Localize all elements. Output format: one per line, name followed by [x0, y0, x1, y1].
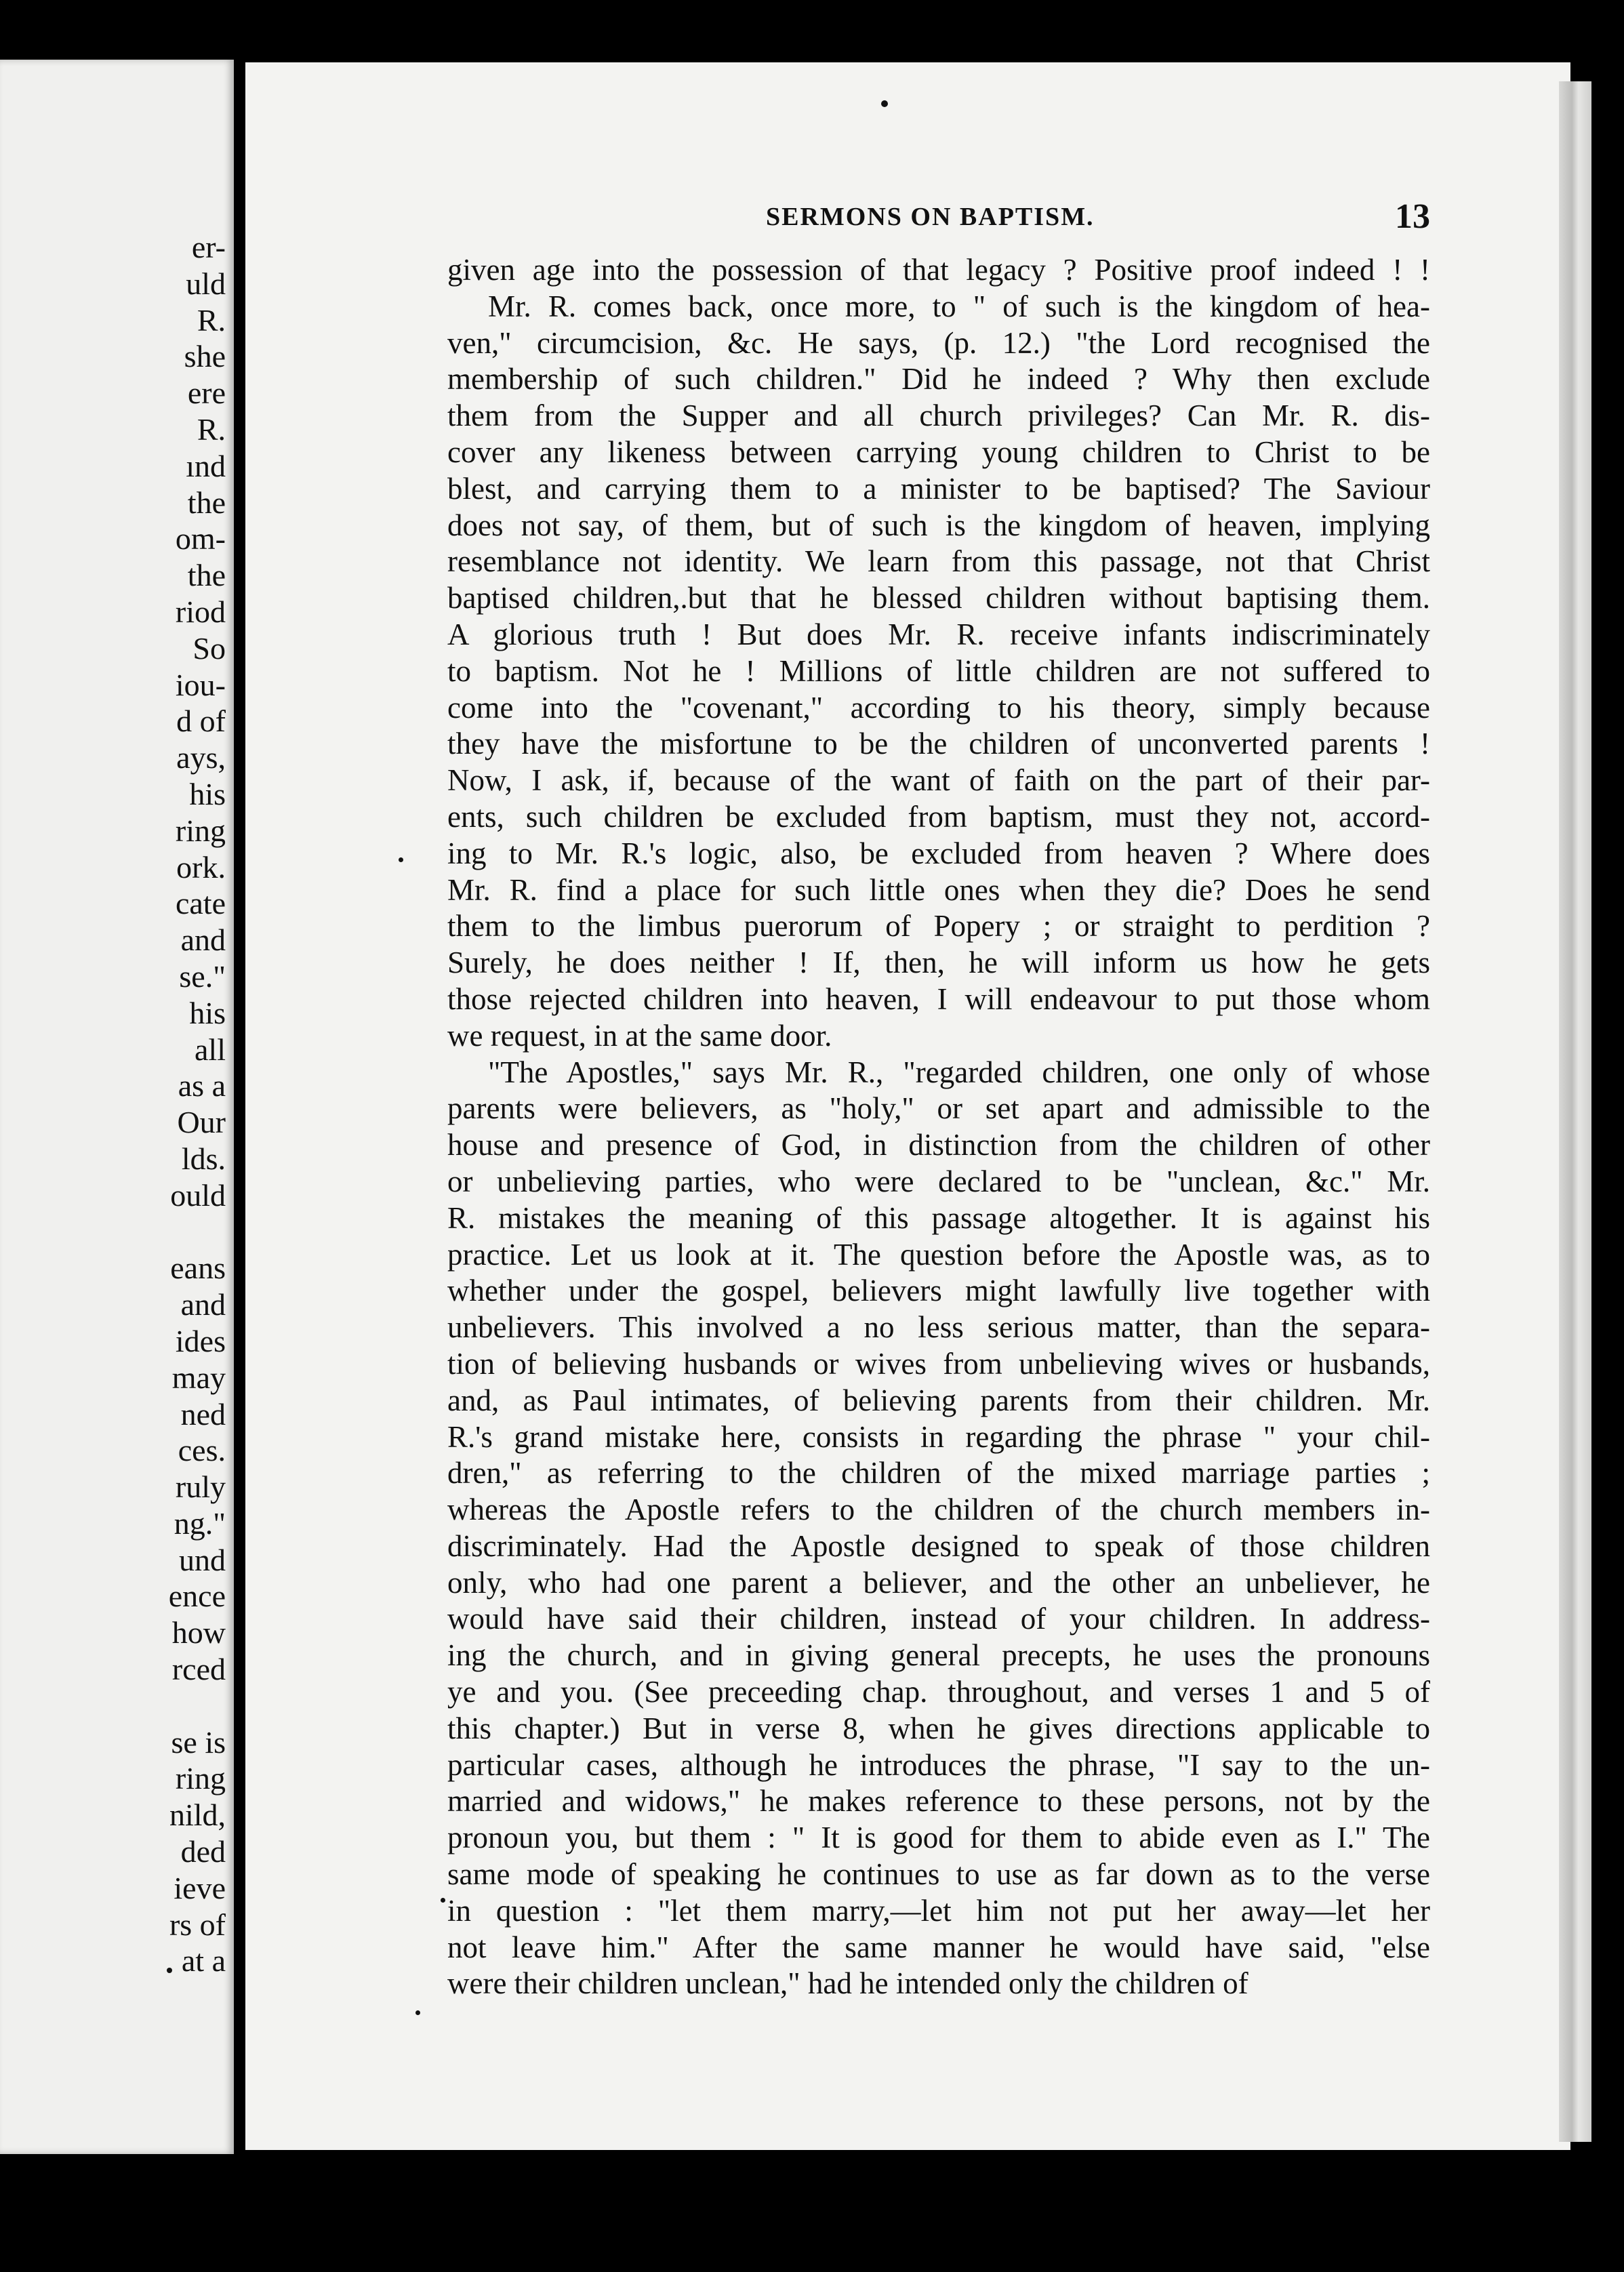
- facing-page-fragment: how: [171, 1615, 226, 1650]
- text-line: ing to Mr. R.'s logic, also, be excluded from heaven ? Where does: [447, 836, 1430, 870]
- facing-page-text: [169, 229, 226, 1979]
- text-line: R.'s grand mistake here, consists in regarding the phrase " your chil-: [447, 1419, 1430, 1454]
- text-line: come into the "covenant," according to his theory, simply because: [447, 690, 1430, 725]
- facing-page-fragment: ays,: [176, 740, 226, 775]
- facing-page-fragment: all: [195, 1032, 226, 1067]
- text-line: whereas the Apostle refers to the children of the church members in-: [447, 1493, 1430, 1527]
- text-line: this chapter.) But in verse 8, when he gives directions applicable to: [447, 1711, 1430, 1745]
- facing-page-fragment: ring: [175, 813, 226, 848]
- facing-page-fragment: R.: [197, 411, 226, 447]
- text-line: ye and you. (See preceeding chap. throughout, and verses 1 and 5 of: [447, 1675, 1430, 1709]
- text-line: practice. Let us look at it. The question before the Apostle was, as to: [447, 1237, 1430, 1272]
- facing-page-fragment: ieve: [174, 1870, 226, 1905]
- facing-page-fragment: at a: [181, 1943, 226, 1979]
- facing-page-fragment: ere: [187, 376, 226, 411]
- text-line: to baptism. Not he ! Millions of little children are not suffered to: [447, 653, 1430, 688]
- text-line: house and presence of God, in distinction from the children of other: [447, 1128, 1430, 1162]
- text-line: particular cases, although he introduces the phrase, "I say to the un-: [447, 1747, 1430, 1782]
- text-line: resemblance not identity. We learn from this passage, not that Christ: [447, 544, 1430, 579]
- facing-page-fragment: ides: [175, 1323, 226, 1358]
- facing-page-fragment: his: [189, 995, 226, 1030]
- facing-page-fragment: se.": [179, 958, 226, 994]
- text-line: discriminately. Had the Apostle designed to speak of those children: [447, 1528, 1430, 1563]
- facing-page-fragment: and: [180, 1287, 226, 1322]
- ink-speck: [399, 857, 403, 862]
- facing-page-fragment: nild,: [169, 1798, 226, 1833]
- facing-page-fragment: ınd: [186, 448, 226, 483]
- facing-page-fragment: ded: [180, 1834, 226, 1869]
- text-line: dren," as referring to the children of the mixed marriage parties ;: [447, 1456, 1430, 1490]
- text-line: married and widows," he makes reference to these persons, not by the: [447, 1784, 1430, 1819]
- text-line: ven," circumcision, &c. He says, (p. 12.) "the Lord recognised the: [447, 325, 1430, 360]
- text-line: ing the church, and in giving general precepts, he uses the pronouns: [447, 1638, 1430, 1673]
- running-head: SERMONS ON BAPTISM.: [766, 203, 1095, 231]
- text-line: tion of believing husbands or wives from unbelieving wives or husbands,: [447, 1346, 1430, 1381]
- ink-speck: [441, 1898, 445, 1903]
- facing-page-fragment: rced: [171, 1652, 226, 1687]
- text-line: only, who had one parent a believer, and the other an unbeliever, he: [447, 1565, 1430, 1600]
- text-line: in question : "let them marry,—let him not put her away—let her: [447, 1893, 1430, 1928]
- facing-page-fragment: Our: [177, 1105, 226, 1140]
- facing-page-fragment: om-: [175, 521, 226, 556]
- text-line: given age into the possession of that legacy ? Positive proof indeed ! !: [447, 253, 1430, 287]
- text-line: cover any likeness between carrying young children to Christ to be: [447, 434, 1430, 469]
- facing-page-fragment: lds.: [181, 1141, 226, 1176]
- text-line: R. mistakes the meaning of this passage altogether. It is against his: [447, 1200, 1430, 1235]
- ink-speck: [881, 100, 888, 107]
- facing-page-fragment: ruly: [175, 1469, 226, 1505]
- facing-page-fragment: ned: [180, 1396, 226, 1432]
- facing-page-fragment: his: [189, 776, 226, 811]
- text-line: membership of such children." Did he indeed ? Why then exclude: [447, 362, 1430, 397]
- text-line: unbelievers. This involved a no less serious matter, than the separa-: [447, 1310, 1430, 1345]
- text-line: does not say, of them, but of such is the kingdom of heaven, implying: [447, 508, 1430, 542]
- facing-page-fragment: iou-: [175, 667, 226, 702]
- text-line: we request, in at the same door.: [447, 1018, 832, 1053]
- text-line: or unbelieving parties, who were declared to be "unclean, &c." Mr.: [447, 1164, 1430, 1198]
- ink-speck: [167, 1968, 172, 1973]
- text-line: A glorious truth ! But does Mr. R. receive infants indiscriminately: [447, 617, 1430, 651]
- facing-page-fragment: riod: [175, 594, 226, 629]
- body-text: [447, 252, 1430, 2002]
- text-line: they have the misfortune to be the children of unconverted parents !: [447, 727, 1430, 761]
- text-line: not leave him." After the same manner he would have said, "else: [447, 1930, 1430, 1964]
- text-line: them to the limbus puerorum of Popery ; or straight to perdition ?: [447, 909, 1430, 944]
- text-line: those rejected children into heaven, I will endeavour to put those whom: [447, 981, 1430, 1016]
- facing-page-fragment: cate: [175, 886, 226, 921]
- facing-page-fragment: So: [192, 630, 226, 666]
- text-line: pronoun you, but them : " It is good for them to abide even as I." The: [447, 1821, 1430, 1855]
- facing-page-fragment: er-: [191, 230, 226, 264]
- facing-page-fragment: d of: [176, 704, 226, 739]
- facing-page-fragment: ould: [170, 1177, 226, 1213]
- page-number: 13: [1395, 197, 1430, 236]
- text-line: parents were believers, as "holy," or set apart and admissible to the: [447, 1091, 1430, 1126]
- facing-page-fragment: ng.": [174, 1505, 226, 1541]
- ink-speck: [415, 2010, 420, 2015]
- text-line: and, as Paul intimates, of believing parents from their children. Mr.: [447, 1383, 1430, 1417]
- text-line: Mr. R. comes back, once more, to " of such is the kingdom of hea-: [488, 289, 1430, 323]
- text-line: Now, I ask, if, because of the want of faith on the part of their par-: [447, 763, 1430, 798]
- text-line: were their children unclean," had he intended only the children of: [447, 1966, 1249, 2001]
- facing-page-fragment: [169, 1688, 226, 1724]
- facing-page-fragment: ces.: [178, 1433, 226, 1468]
- facing-page-fragment: the: [187, 485, 226, 520]
- facing-page-fragment: ence: [168, 1579, 226, 1614]
- text-line: Surely, he does neither ! If, then, he will inform us how he gets: [447, 946, 1430, 980]
- facing-page-fragment: rs of: [169, 1907, 226, 1942]
- page-edge: [1559, 81, 1591, 2142]
- text-line: blest, and carrying them to a minister to be baptised? The Saviour: [447, 471, 1430, 506]
- text-line: Mr. R. find a place for such little ones when they die? Does he send: [447, 872, 1430, 907]
- facing-page-fragment: R.: [197, 302, 226, 338]
- text-line: baptised children,.but that he blessed children without baptising them.: [447, 581, 1430, 615]
- text-line: same mode of speaking he continues to use as far down as to the verse: [447, 1857, 1430, 1892]
- text-line: them from the Supper and all church privileges? Can Mr. R. dis-: [447, 399, 1430, 433]
- text-line: "The Apostles," says Mr. R., "regarded children, one only of whose: [488, 1055, 1430, 1089]
- facing-page-fragment: and: [180, 922, 226, 958]
- facing-page-fragment: as a: [178, 1068, 226, 1103]
- facing-page-fragment: eans: [170, 1251, 226, 1286]
- facing-page-fragment: ring: [175, 1761, 226, 1796]
- page-header: [420, 198, 1430, 239]
- facing-page-fragment: [169, 1214, 226, 1251]
- facing-page-left: [0, 60, 234, 2154]
- text-line: ents, such children be excluded from baptism, must they not, accord-: [447, 799, 1430, 834]
- facing-page-fragment: may: [171, 1360, 226, 1395]
- facing-page-fragment: she: [184, 339, 226, 374]
- facing-page-fragment: und: [179, 1542, 226, 1577]
- text-line: whether under the gospel, believers might lawfully live together with: [447, 1274, 1430, 1308]
- facing-page-fragment: ork.: [176, 849, 226, 885]
- facing-page-fragment: uld: [186, 266, 226, 301]
- text-line: would have said their children, instead of your children. In address-: [447, 1602, 1430, 1636]
- facing-page-fragment: se is: [171, 1724, 226, 1760]
- facing-page-fragment: the: [187, 558, 226, 593]
